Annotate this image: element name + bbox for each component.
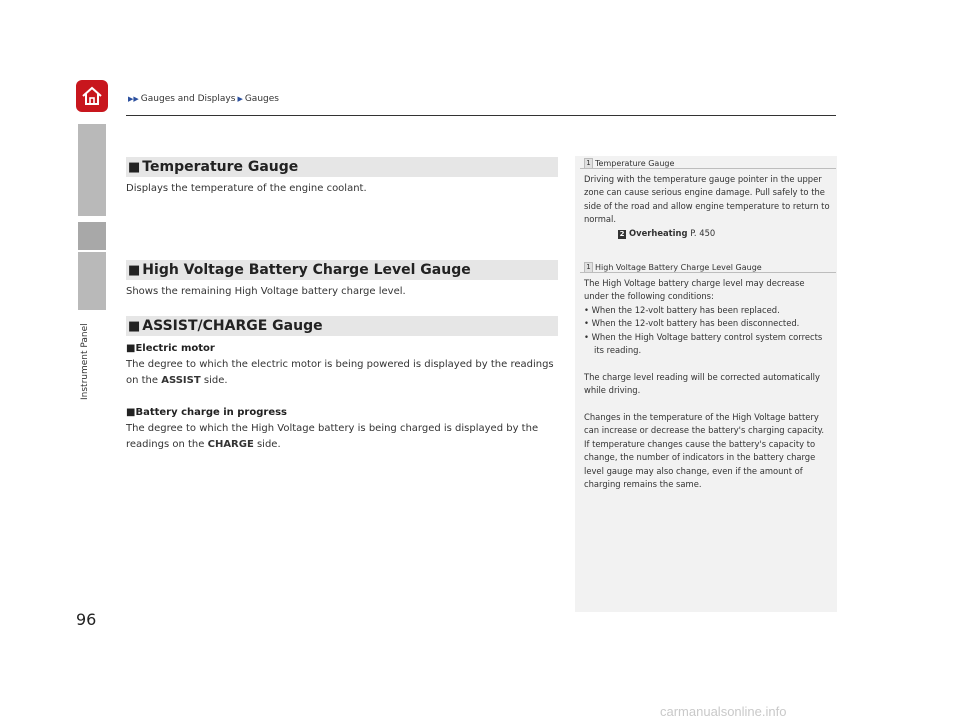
page-number: 96: [76, 610, 97, 629]
breadcrumb-link[interactable]: Gauges and Displays: [140, 94, 236, 104]
section-heading-temperature: ■ Temperature Gauge: [126, 157, 558, 177]
home-button[interactable]: [76, 80, 108, 112]
note-bullet: • When the 12-volt battery has been disconnected.: [584, 318, 800, 328]
square-bullet-icon: ■: [126, 343, 136, 354]
note-divider: [580, 272, 836, 273]
watermark: carmanualsonline.info: [660, 704, 787, 719]
sidebar-tab-active[interactable]: [78, 222, 106, 250]
breadcrumb-arrow-icon: ▶▶: [128, 95, 139, 103]
sidebar-tab[interactable]: [78, 252, 106, 310]
note-title: High Voltage Battery Charge Level Gauge: [595, 263, 762, 272]
note-paragraph: The charge level reading will be corrected automatically while driving.: [584, 371, 820, 395]
note-paragraph: Changes in the temperature of the High Voltage battery can increase or decrease the battery's charging capacity. If temperature changes cause the battery's capacity to change, the number of indicators in the battery charge level gauge may also change, even if the amount of charging remains the same.: [584, 411, 825, 489]
paragraph-electric-motor: The degree to which the electric motor is being powered is displayed by the readings on the ASSIST side.: [126, 359, 554, 386]
paragraph-battery-charge: The degree to which the High Voltage battery is being charged is displayed by the readings on the CHARGE side.: [126, 423, 539, 450]
note-high-voltage: [584, 261, 830, 492]
breadcrumb-arrow-icon: ▶: [237, 95, 243, 103]
note-reference-link[interactable]: 2 Overheating P. 450: [619, 227, 716, 238]
note-divider: [580, 168, 836, 169]
note-body: Driving with the temperature gauge pointer in the upper zone can cause serious engine damage. Pull safely to the side of the road and allow engine temperature to return to normal.: [584, 173, 830, 224]
section-body-assist-charge: [126, 341, 558, 453]
breadcrumb: [128, 94, 279, 104]
note-temperature: [584, 157, 830, 240]
note-tag-icon: 1: [584, 262, 593, 273]
square-bullet-icon: ■: [126, 407, 136, 418]
home-icon: [80, 84, 104, 108]
note-tag-icon: 1: [584, 158, 593, 169]
note-bullet: • When the High Voltage battery control system corrects its reading.: [584, 331, 823, 355]
subheading-battery-charge: ■Battery charge in progress: [126, 407, 288, 418]
square-bullet-icon: ■: [128, 263, 141, 278]
note-title: Temperature Gauge: [595, 159, 675, 168]
section-text-temperature: Displays the temperature of the engine coolant.: [126, 183, 367, 194]
section-heading-assist-charge: ■ ASSIST/CHARGE Gauge: [126, 316, 558, 336]
subheading-electric-motor: ■Electric motor: [126, 343, 215, 354]
note-intro: The High Voltage battery charge level may decrease under the following conditions:: [584, 277, 805, 301]
sidebar-tab[interactable]: [78, 124, 106, 216]
note-bullet: • When the 12-volt battery has been replaced.: [584, 304, 780, 315]
square-bullet-icon: ■: [128, 319, 141, 334]
section-text-high-voltage: Shows the remaining High Voltage battery charge level.: [126, 286, 406, 297]
page-reference-icon: 2: [619, 229, 625, 238]
sidebar-label: Instrument Panel: [80, 323, 90, 400]
header-divider: [126, 115, 836, 116]
section-heading-high-voltage: ■ High Voltage Battery Charge Level Gauge: [126, 260, 558, 280]
breadcrumb-current[interactable]: Gauges: [244, 94, 279, 104]
square-bullet-icon: ■: [128, 160, 141, 175]
